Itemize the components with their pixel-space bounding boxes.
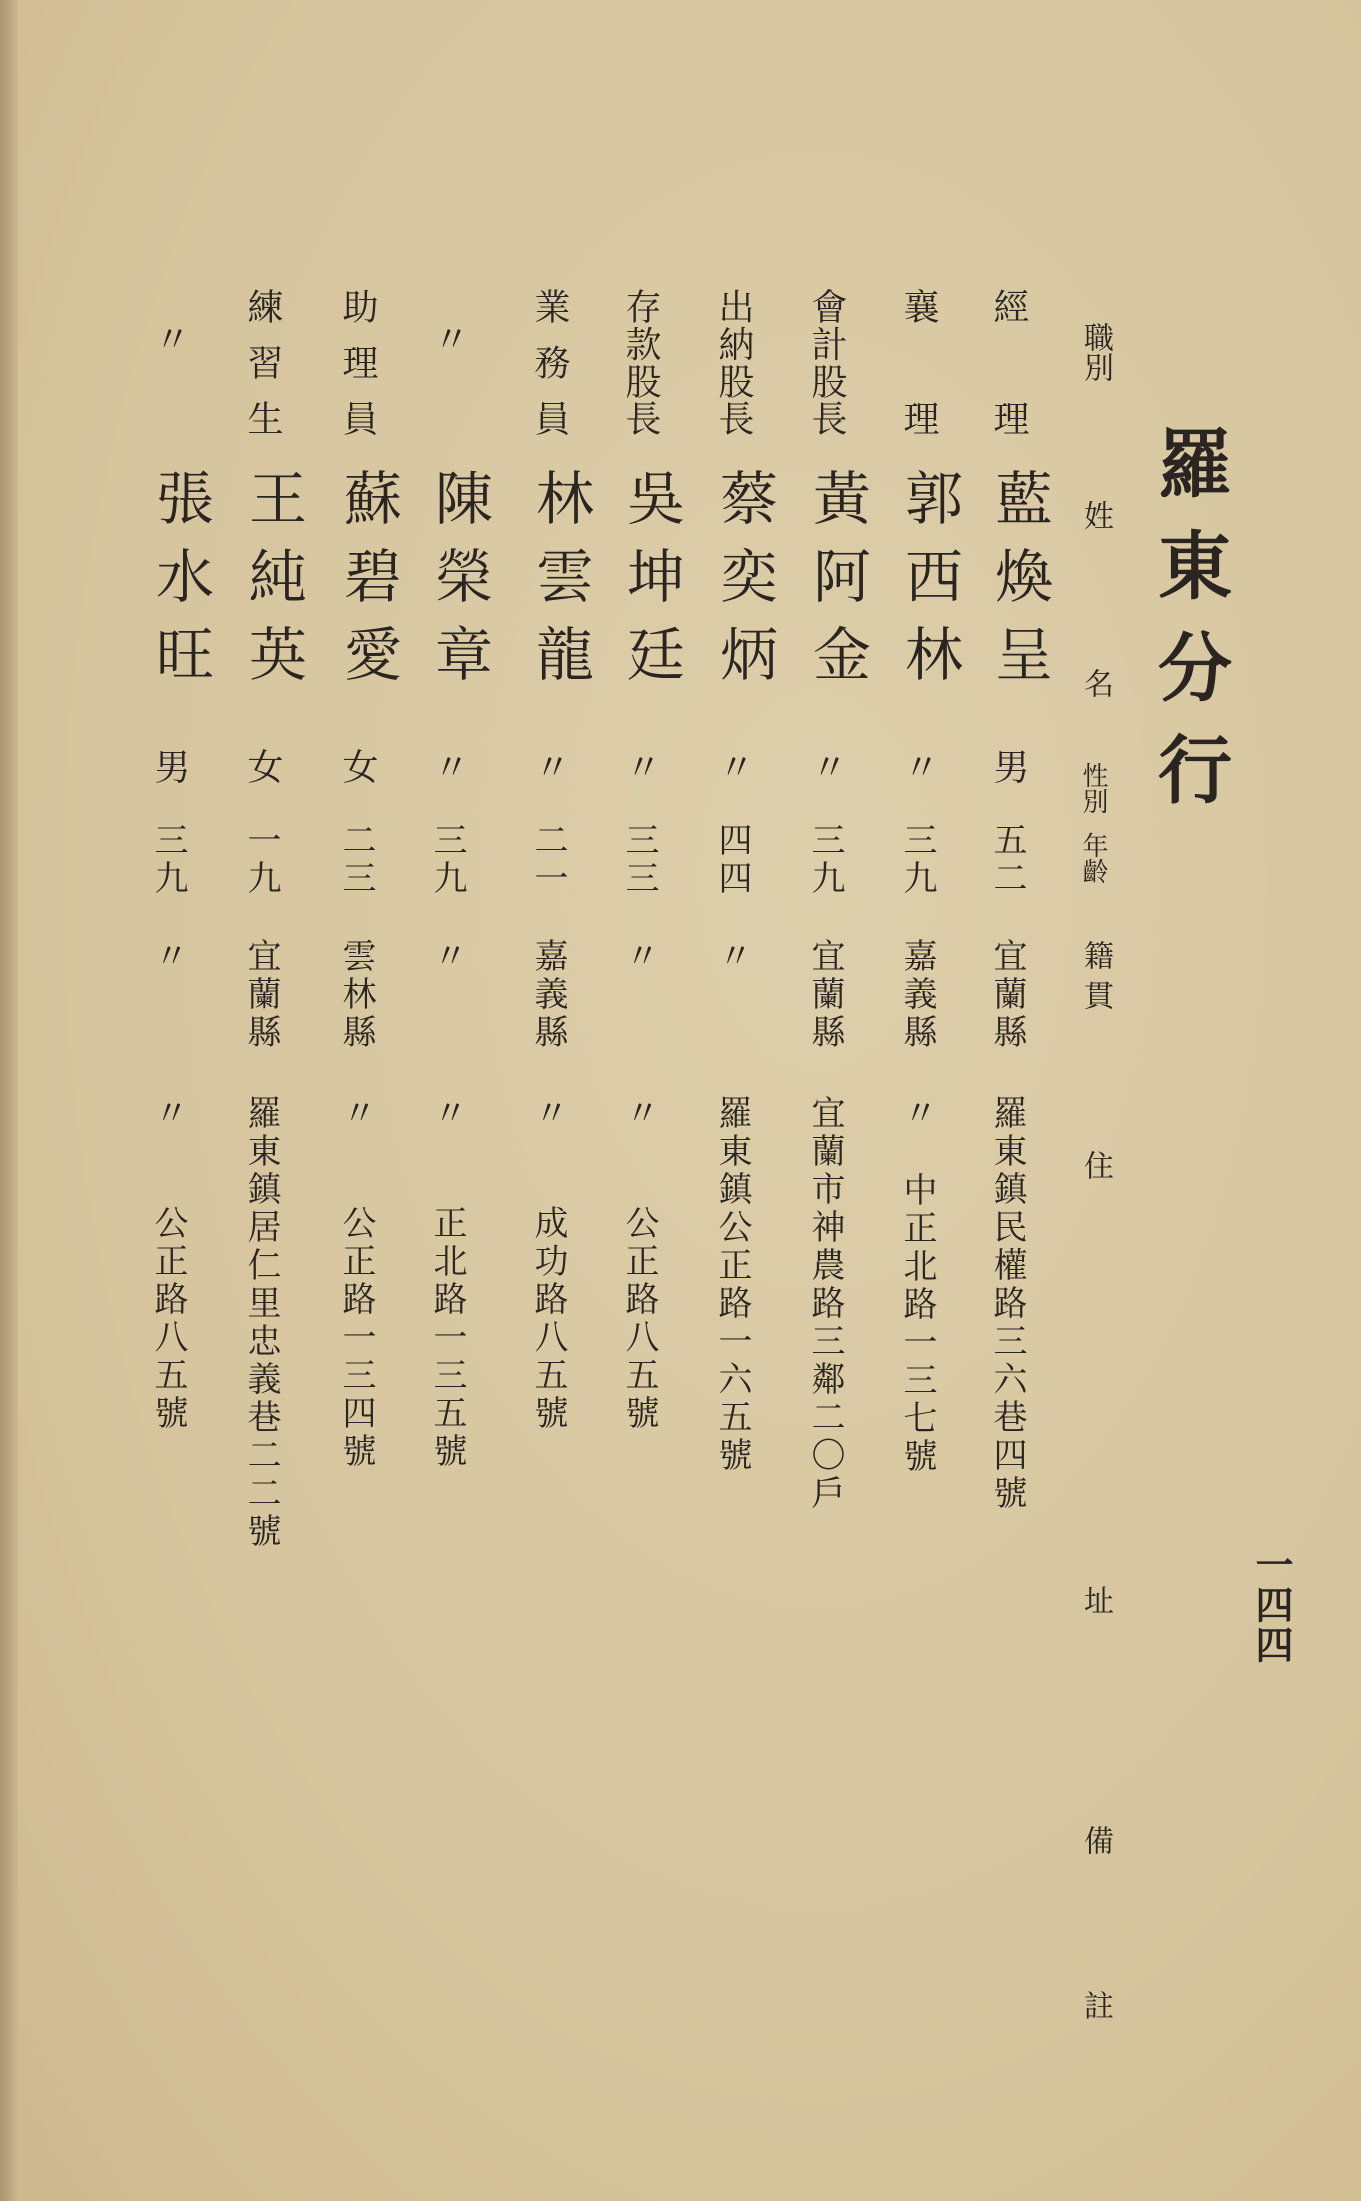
page-edge-shadow <box>0 0 18 2201</box>
cell-sex: 男 <box>988 748 1029 784</box>
cell-role: 〃 <box>149 320 190 356</box>
cell-role: 練習生 <box>242 288 283 436</box>
table-header <box>1080 0 1150 2201</box>
cell-age: 五二 <box>987 822 1027 898</box>
cell-name: 蔡奕炳 <box>710 468 778 702</box>
cell-sex: 〃 <box>713 748 754 784</box>
cell-sex: 〃 <box>529 748 570 784</box>
cell-address: 公正路八五號 <box>619 1205 659 1433</box>
table-row <box>895 0 970 2201</box>
cell-native: 嘉義縣 <box>897 938 937 1052</box>
cell-native: 〃 <box>619 938 659 976</box>
cell-address-ditto: 〃 <box>336 1095 376 1129</box>
cell-native: 雲林縣 <box>336 938 376 1052</box>
cell-address: 公正路一三四號 <box>336 1205 376 1471</box>
header-addr-1: 住 <box>1078 1150 1113 1180</box>
cell-address: 正北路一三五號 <box>427 1205 467 1471</box>
cell-address: 公正路八五號 <box>148 1205 188 1433</box>
cell-address: 羅東鎮居仁里忠義巷二二號 <box>241 1095 281 1551</box>
cell-address-ditto: 〃 <box>897 1095 937 1129</box>
header-role: 職別 <box>1078 322 1113 382</box>
header-note-1: 備 <box>1078 1825 1113 1855</box>
cell-role: 經理 <box>988 288 1029 436</box>
cell-native: 〃 <box>712 938 752 976</box>
cell-name: 張水旺 <box>146 468 214 702</box>
cell-age: 四四 <box>712 822 752 898</box>
cell-name: 蘇碧愛 <box>334 468 402 702</box>
table-row <box>803 0 878 2201</box>
table-row <box>425 0 500 2201</box>
header-note-2: 註 <box>1078 1990 1113 2020</box>
cell-age: 一九 <box>241 822 281 898</box>
cell-role: 助理員 <box>337 288 378 436</box>
cell-role: 會計股長 <box>806 288 847 436</box>
cell-native: 宜蘭縣 <box>805 938 845 1052</box>
table-row <box>617 0 692 2201</box>
cell-role: 出納股長 <box>713 288 754 436</box>
cell-name: 陳榮章 <box>425 468 493 702</box>
cell-name: 郭西林 <box>895 468 963 702</box>
cell-age: 二一 <box>528 822 568 898</box>
table-row <box>985 0 1060 2201</box>
cell-address-ditto: 〃 <box>427 1095 467 1129</box>
header-age: 年齡 <box>1078 832 1108 884</box>
cell-role: 〃 <box>428 320 469 356</box>
cell-age: 三九 <box>805 822 845 898</box>
page-title: 羅東分行 <box>1146 425 1232 833</box>
header-name-1: 姓 <box>1078 500 1113 530</box>
cell-age: 三九 <box>897 822 937 898</box>
cell-native: 宜蘭縣 <box>987 938 1027 1052</box>
cell-name: 林雲龍 <box>526 468 594 702</box>
cell-name: 黃阿金 <box>803 468 871 702</box>
cell-address-ditto: 〃 <box>148 1095 188 1129</box>
cell-sex: 女 <box>337 748 378 784</box>
cell-address: 成功路八五號 <box>528 1205 568 1433</box>
cell-address: 羅東鎮民權路三六巷四號 <box>987 1095 1027 1513</box>
cell-sex: 〃 <box>898 748 939 784</box>
cell-role: 業務員 <box>529 288 570 436</box>
cell-sex: 〃 <box>428 748 469 784</box>
header-name-2: 名 <box>1078 668 1113 698</box>
page-number: 一四四 <box>1249 1545 1294 1665</box>
cell-age: 二三 <box>336 822 376 898</box>
cell-name: 吳坤廷 <box>617 468 685 702</box>
cell-address: 中正北路一三七號 <box>897 1172 937 1476</box>
cell-native: 〃 <box>427 938 467 976</box>
cell-age: 三三 <box>619 822 659 898</box>
cell-address-ditto: 〃 <box>619 1095 659 1129</box>
cell-role: 存款股長 <box>620 288 661 436</box>
table-row <box>239 0 314 2201</box>
cell-sex: 女 <box>242 748 283 784</box>
cell-native: 宜蘭縣 <box>241 938 281 1052</box>
cell-native: 嘉義縣 <box>528 938 568 1052</box>
cell-address-ditto: 〃 <box>528 1095 568 1129</box>
cell-name: 藍煥呈 <box>985 468 1053 702</box>
cell-sex: 男 <box>149 748 190 784</box>
table-row <box>146 0 221 2201</box>
header-sex: 性別 <box>1078 762 1108 814</box>
table-row <box>710 0 785 2201</box>
cell-sex: 〃 <box>620 748 661 784</box>
cell-sex: 〃 <box>806 748 847 784</box>
cell-address: 宜蘭市神農路三鄰二〇戶 <box>805 1095 845 1513</box>
cell-age: 三九 <box>148 822 188 898</box>
cell-age: 三九 <box>427 822 467 898</box>
header-addr-2: 址 <box>1078 1585 1113 1615</box>
table-row <box>334 0 409 2201</box>
cell-address: 羅東鎮公正路一六五號 <box>712 1095 752 1475</box>
header-native: 籍貫 <box>1078 940 1113 1020</box>
cell-role: 襄理 <box>898 288 939 436</box>
table-row <box>526 0 601 2201</box>
cell-name: 王純英 <box>239 468 307 702</box>
cell-native: 〃 <box>148 938 188 976</box>
